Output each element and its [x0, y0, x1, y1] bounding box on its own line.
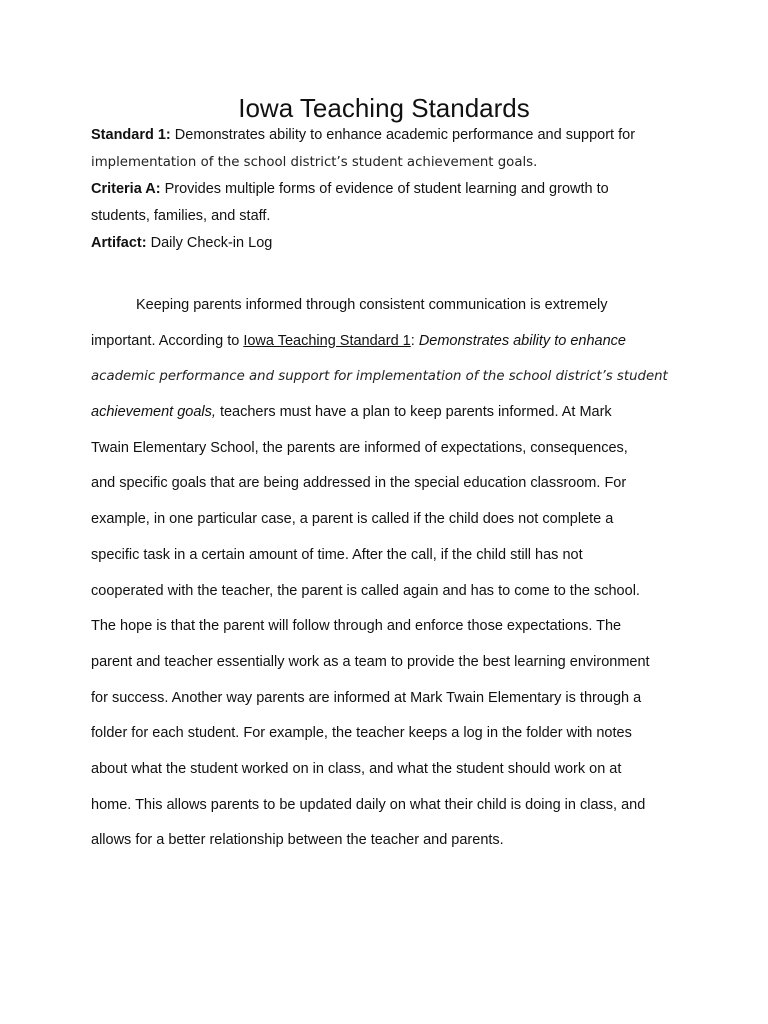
body-paragraph — [91, 288, 681, 859]
standard-label: Standard 1: — [91, 127, 171, 143]
artifact-line — [91, 230, 691, 257]
criteria-line-1 — [91, 176, 691, 203]
paragraph-line: parent and teacher essentially work as a team to provide the best learning environment — [91, 653, 650, 670]
paragraph-text: : — [410, 332, 419, 349]
paragraph-line: cooperated with the teacher, the parent is called again and has to come to the school. — [91, 582, 640, 599]
paragraph-line — [91, 324, 681, 360]
paragraph-line: and specific goals that are being addressed in the special education classroom. For — [91, 475, 627, 492]
paragraph-line: for success. Another way parents are informed at Mark Twain Elementary is through a — [91, 689, 642, 706]
criteria-text-a: Provides multiple forms of evidence of student learning and growth to — [164, 181, 609, 197]
criteria-text-b: students, families, and staff. — [91, 208, 271, 224]
paragraph-line: The hope is that the parent will follow through and enforce those expectations. The — [91, 618, 622, 635]
paragraph-line: home. This allows parents to be updated daily on what their child is doing in class, and — [91, 796, 646, 813]
standard-line-2 — [91, 149, 691, 176]
artifact-label: Artifact: — [91, 235, 147, 251]
paragraph-line: Twain Elementary School, the parents are informed of expectations, consequences, — [91, 439, 628, 456]
paragraph-line: example, in one particular case, a parent is called if the child does not complete a — [91, 511, 614, 528]
standard-text-a: Demonstrates ability to enhance academic performance and support for — [174, 127, 636, 143]
paragraph-line: about what the student worked on in class, and what the student should work on at — [91, 760, 622, 777]
paragraph-text: teachers must have a plan to keep parents informed. At Mark — [215, 404, 612, 421]
artifact-text: Daily Check-in Log — [150, 235, 273, 251]
standard-text-b: implementation of the school district’s student achievement goals. — [91, 155, 538, 170]
paragraph-text: important. According to — [91, 332, 244, 349]
page-title: Iowa Teaching Standards — [238, 93, 530, 123]
paragraph-line — [91, 359, 681, 395]
paragraph-line: Keeping parents informed through consistent communication is extremely — [136, 297, 608, 313]
quoted-standard-text: academic performance and support for implementation of the school district’s student — [91, 369, 668, 385]
criteria-label: Criteria A: — [91, 181, 161, 197]
paragraph-line — [91, 395, 681, 431]
standard-reference-link: Iowa Teaching Standard 1 — [243, 332, 411, 349]
quoted-standard-text: Demonstrates ability to enhance — [418, 332, 626, 349]
standard-info — [91, 122, 691, 257]
quoted-standard-text: achievement goals, — [91, 404, 216, 421]
paragraph-line: specific task in a certain amount of time. After the call, if the child still has not — [91, 546, 583, 563]
criteria-line-2 — [91, 203, 691, 230]
paragraph-line: folder for each student. For example, the teacher keeps a log in the folder with notes — [91, 725, 632, 742]
standard-line-1 — [91, 122, 691, 149]
paragraph-line: allows for a better relationship between the teacher and parents. — [91, 832, 504, 849]
